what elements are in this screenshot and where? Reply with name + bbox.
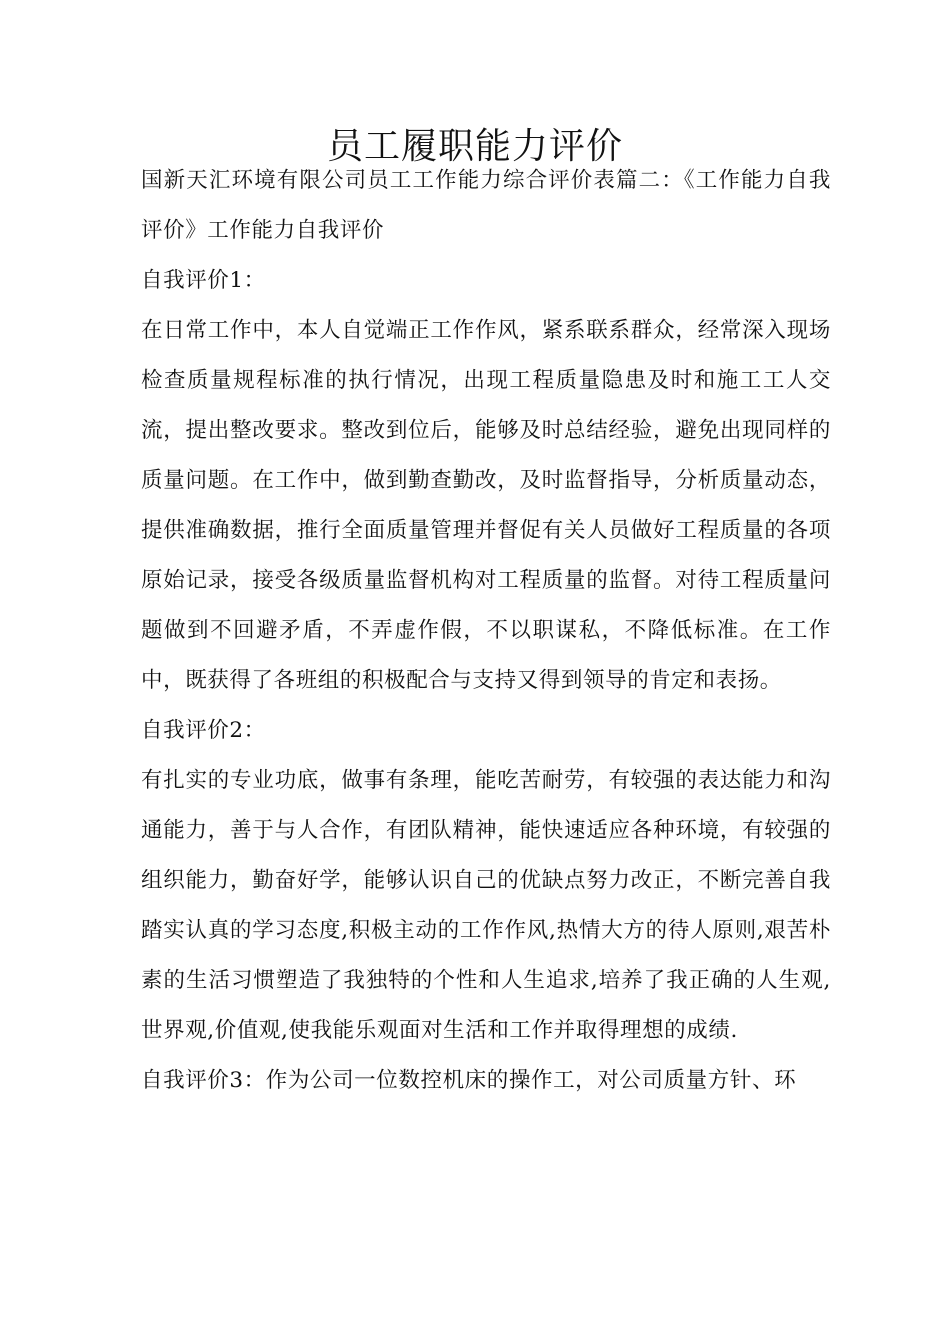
heading-self-evaluation-2: 自我评价2： — [141, 718, 266, 743]
paragraph-intro: 国新天汇环境有限公司员工工作能力综合评价表篇二：《工作能力自我评价》工作能力自我评价 — [141, 168, 831, 243]
paragraph-self-evaluation-2: 有扎实的专业功底，做事有条理，能吃苦耐劳，有较强的表达能力和沟通能力，善于与人合作，有团队精神，能快速适应各种环境，有较强的组织能力，勤奋好学，能够认识自己的优缺点努力改正，不断完善自我踏实认真的学习态度,积极主动的工作作风,热情大方的待人原则,艰苦朴素的生活习惯塑造了我独特的个性和人生追求,培养了我正确的人生观,世界观,价值观,使我能乐观面对生活和工作并取得理想的成绩. — [141, 768, 831, 1043]
paragraph-self-evaluation-1: 在日常工作中，本人自觉端正工作作风，紧系联系群众，经常深入现场检查质量规程标准的执行情况，出现工程质量隐患及时和施工工人交流，提出整改要求。整改到位后，能够及时总结经验，避免出现同样的质量问题。在工作中，做到勤查勤改，及时监督指导，分析质量动态，提供准确数据，推行全面质量管理并督促有关人员做好工程质量的各项原始记录，接受各级质量监督机构对工程质量的监督。对待工程质量问题做到不回避矛盾，不弄虚作假，不以职谋私，不降低标准。在工作中，既获得了各班组的积极配合与支持又得到领导的肯定和表扬。 — [141, 318, 831, 693]
paragraph-self-evaluation-3: 自我评价3：作为公司一位数控机床的操作工，对公司质量方针、环 — [141, 1068, 797, 1093]
heading-self-evaluation-1: 自我评价1： — [141, 268, 266, 293]
document-body — [141, 156, 831, 1106]
document-title: 员工履职能力评价 — [326, 126, 623, 168]
